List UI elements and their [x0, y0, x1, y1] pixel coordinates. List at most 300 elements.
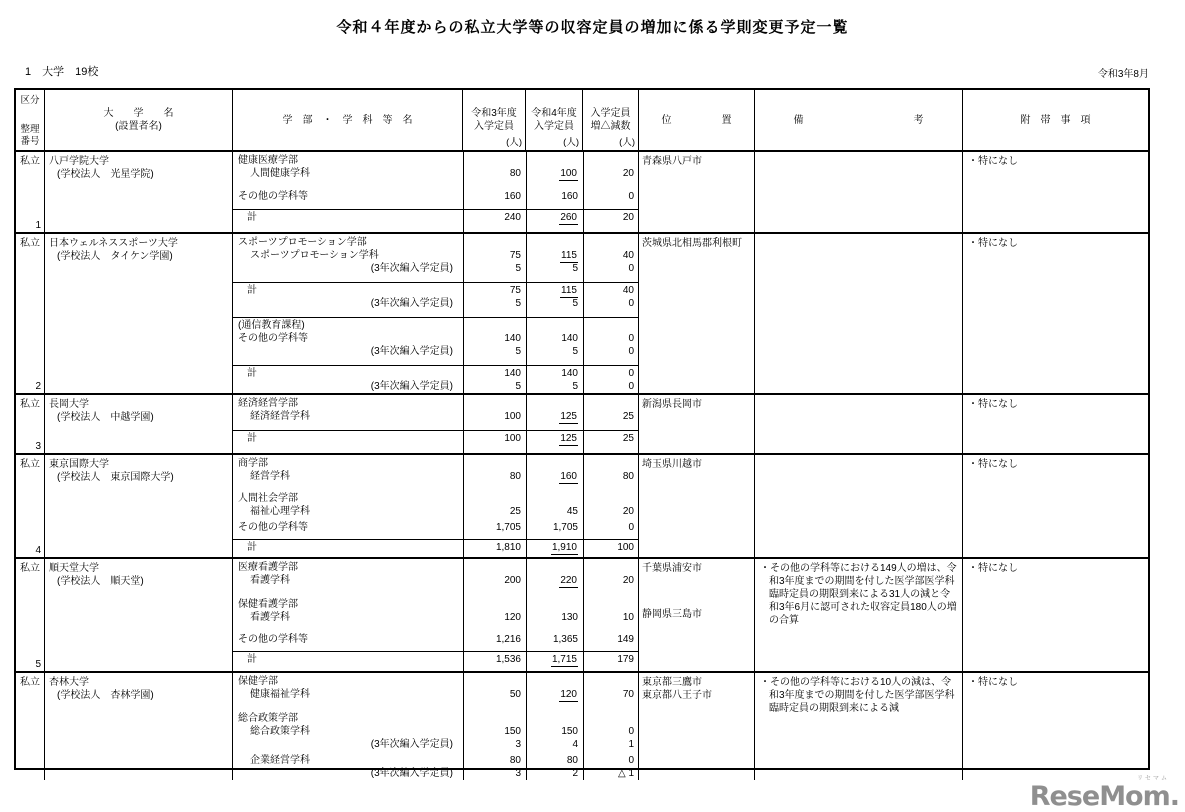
department-name: その他の学科等 — [238, 191, 308, 202]
location-line: 東京都八王子市 — [642, 690, 712, 701]
remarks-text: ・その他の学科等における10人の減は、令和3年度までの期間を付した医学部医学科臨時定員の期限到来による減 — [760, 677, 955, 714]
column-divider — [463, 234, 464, 393]
r3-capacity-value: 150 — [504, 726, 521, 737]
header-department-name: 学 部 ・ 学 科 等 名 — [232, 90, 462, 150]
department-name: 計 — [247, 433, 257, 444]
department-name: 看護学科 — [250, 575, 290, 586]
remarks-cell — [754, 395, 962, 453]
department-name: その他の学科等 — [238, 634, 308, 645]
r3-capacity-value: 200 — [504, 575, 521, 586]
university-name: 順天堂大学 — [49, 563, 99, 574]
row-number: 5 — [35, 659, 41, 670]
category-label: 私立 — [20, 459, 40, 470]
university-cell — [44, 673, 232, 780]
r4-capacity-value — [526, 633, 583, 646]
category-label: 私立 — [20, 399, 40, 410]
capacity-diff-value: 149 — [617, 634, 634, 645]
logo-ruby-text: リセマム — [1137, 776, 1169, 782]
capacity-diff-value: 0 — [628, 191, 634, 202]
r3-capacity-value: 3 — [515, 768, 521, 779]
notes-text: ・特になし — [968, 238, 1018, 249]
r3-capacity-value: 1,705 — [495, 522, 521, 533]
university-founder: (学校法人 光星学院) — [57, 169, 154, 180]
department-name: スポーツプロモーション学部 — [238, 237, 367, 248]
department-block — [233, 236, 638, 282]
department-name: 健康医療学部 — [238, 155, 298, 166]
capacity-diff-value: 0 — [628, 726, 634, 737]
department-name: 保健学部 — [238, 676, 278, 687]
r4-capacity-value — [526, 598, 583, 611]
r3-capacity-value: 160 — [504, 191, 521, 202]
row-number: 2 — [35, 381, 41, 392]
r4-capacity-value — [526, 688, 583, 701]
subtotal-block — [233, 282, 638, 317]
column-divider — [463, 395, 464, 453]
capacity-number: 45 — [566, 506, 578, 517]
r4-capacity-value — [526, 470, 583, 483]
departments-cell — [232, 234, 638, 393]
university-founder: (学校法人 タイケン学園) — [57, 251, 173, 262]
header-r4-capacity: 令和4年度 入学定員 (人) — [525, 90, 582, 150]
department-name: 企業経営学科 — [250, 755, 310, 766]
table-row — [16, 152, 1148, 232]
r3-capacity-value: 5 — [515, 263, 521, 274]
r3-capacity-value: 5 — [515, 298, 521, 309]
capacity-diff-value: 10 — [622, 612, 634, 623]
r4-capacity-value — [526, 675, 583, 688]
capacity-number: 100 — [560, 168, 577, 179]
logo-main-text: ReseMom. — [1029, 781, 1179, 812]
capacity-diff-value: 179 — [617, 654, 634, 665]
capacity-diff-value: 0 — [628, 263, 634, 274]
capacity-diff-value — [583, 561, 639, 574]
university-name: 杏林大学 — [49, 677, 89, 688]
category-label: 私立 — [20, 238, 40, 249]
capacity-diff-value: 40 — [622, 250, 634, 261]
header-r3-capacity: 令和3年度 入学定員 (人) — [462, 90, 525, 150]
category-cell — [16, 673, 44, 780]
capacity-diff-value: 40 — [622, 285, 634, 296]
university-cell — [44, 455, 232, 557]
capacity-number: 1,715 — [551, 654, 577, 665]
remarks-cell — [754, 455, 962, 557]
header-notes: 附 帯 事 項 — [962, 90, 1148, 150]
department-name: (3年次編入学定員) — [370, 346, 453, 357]
capacity-number: 160 — [560, 471, 577, 482]
r3-capacity-value: 75 — [509, 250, 521, 261]
table-row — [16, 671, 1148, 780]
university-name: 長岡大学 — [49, 399, 89, 410]
departments-cell — [232, 673, 638, 780]
table-row — [16, 453, 1148, 557]
department-name: 医療看護学部 — [238, 562, 298, 573]
capacity-number: 260 — [560, 212, 577, 223]
capacity-diff-value: 1 — [628, 739, 634, 750]
spacer — [233, 310, 639, 317]
r3-capacity-value — [463, 397, 526, 410]
r4-capacity-value — [526, 767, 583, 780]
r3-capacity-value — [463, 236, 526, 249]
capacity-number: 220 — [560, 575, 577, 586]
department-name: 経済経営学科 — [250, 411, 310, 422]
subtotal-block — [233, 539, 638, 554]
department-name: その他の学科等 — [238, 333, 308, 344]
remarks-text: ・その他の学科等における149人の増は、令和3年度までの期間を付した医学部医学科臨時定員の期限到来による31人の減と令和3年6月に認可された収容定員180人の増の合算 — [760, 563, 957, 626]
column-divider — [583, 455, 584, 557]
university-cell — [44, 234, 232, 393]
column-divider — [526, 673, 527, 780]
r3-capacity-value — [463, 154, 526, 167]
r4-capacity-value — [526, 249, 583, 262]
category-cell — [16, 559, 44, 671]
column-divider — [526, 234, 527, 393]
r4-capacity-value — [526, 561, 583, 574]
category-label: 私立 — [20, 156, 40, 167]
department-name: 福祉心理学科 — [250, 506, 310, 517]
capacity-diff-value: 80 — [622, 471, 634, 482]
r3-capacity-value: 120 — [504, 612, 521, 623]
header-serial-number: 整理 番号 — [20, 124, 40, 147]
department-block — [233, 154, 638, 209]
notes-text: ・特になし — [968, 399, 1018, 410]
column-divider — [463, 152, 464, 232]
header-category-top: 区分 — [20, 95, 40, 106]
notes-cell — [962, 455, 1148, 557]
r4-capacity-value — [526, 457, 583, 470]
r4-capacity-value — [526, 332, 583, 345]
r4-capacity-value — [526, 432, 583, 445]
header-university-name: 大 学 名 (設置者名) — [44, 90, 232, 150]
r3-capacity-value: 100 — [504, 433, 521, 444]
department-name: 商学部 — [238, 458, 268, 469]
r3-capacity-value: 140 — [504, 333, 521, 344]
capacity-diff-value: 20 — [622, 168, 634, 179]
capacity-number: 1,705 — [552, 522, 578, 533]
capacity-number: 5 — [572, 298, 578, 309]
row-number: 3 — [35, 441, 41, 452]
date-label: 令和3年8月 — [1097, 69, 1149, 80]
r3-capacity-value: 80 — [509, 755, 521, 766]
location-line: 埼玉県川越市 — [642, 459, 702, 470]
unit-persons: (人) — [563, 137, 579, 148]
spacer — [233, 701, 639, 712]
department-name: 経済経営学部 — [238, 398, 298, 409]
r3-capacity-value — [463, 492, 526, 505]
column-divider — [583, 152, 584, 232]
column-divider — [463, 559, 464, 671]
department-name: (3年次編入学定員) — [370, 381, 453, 392]
departments-cell — [232, 559, 638, 671]
departments-cell — [232, 395, 638, 453]
department-name: 計 — [247, 654, 257, 665]
capacity-number: 4 — [572, 739, 578, 750]
subtotal-block — [233, 209, 638, 224]
remarks-cell — [754, 559, 962, 671]
department-name: 看護学科 — [250, 612, 290, 623]
capacity-number: 140 — [561, 368, 578, 379]
department-name: 人間社会学部 — [238, 493, 298, 504]
header-location: 位 置 — [638, 90, 754, 150]
capacity-number: 130 — [561, 612, 578, 623]
location-cell — [638, 395, 754, 453]
r4-capacity-value — [526, 611, 583, 624]
r4-capacity-value — [526, 653, 583, 666]
capacity-diff-value: 0 — [628, 755, 634, 766]
notes-text: ・特になし — [968, 156, 1018, 167]
capacity-diff-value: 0 — [628, 333, 634, 344]
capacity-diff-value: 100 — [617, 542, 634, 553]
capacity-number: 1,910 — [551, 542, 577, 553]
r3-capacity-value — [463, 561, 526, 574]
department-name: (3年次編入学定員) — [370, 298, 453, 309]
r3-capacity-value: 5 — [515, 346, 521, 357]
capacity-diff-value — [583, 319, 639, 332]
capacity-number: 5 — [572, 381, 578, 392]
location-cell — [638, 673, 754, 780]
category-cell — [16, 152, 44, 232]
department-block — [233, 457, 638, 539]
r4-capacity-value — [526, 754, 583, 767]
capacity-change-table — [14, 88, 1150, 779]
spacer — [233, 180, 639, 190]
r4-capacity-value — [526, 397, 583, 410]
university-count-label: 1 大学 19校 — [25, 66, 99, 78]
r4-capacity-value — [526, 211, 583, 224]
capacity-diff-value: 20 — [622, 575, 634, 586]
location-line: 東京都三鷹市 — [642, 677, 702, 688]
subtotal-block — [233, 651, 638, 666]
capacity-diff-value — [583, 236, 639, 249]
subtotal-block — [233, 430, 638, 445]
location-line: 茨城県北相馬郡利根町 — [642, 238, 742, 249]
spacer — [233, 358, 639, 365]
capacity-number: 5 — [572, 346, 578, 357]
notes-cell — [962, 234, 1148, 393]
capacity-diff-value: 0 — [628, 346, 634, 357]
r3-capacity-value — [463, 457, 526, 470]
column-divider — [526, 395, 527, 453]
r4-capacity-value — [526, 297, 583, 310]
capacity-diff-value — [583, 492, 639, 505]
capacity-diff-value — [583, 397, 639, 410]
resemom-logo — [1030, 776, 1179, 810]
capacity-number: 1,365 — [552, 634, 578, 645]
notes-cell — [962, 673, 1148, 780]
r4-capacity-value — [526, 712, 583, 725]
capacity-diff-value — [583, 675, 639, 688]
capacity-diff-value: 0 — [628, 522, 634, 533]
capacity-number: 5 — [572, 263, 578, 274]
unit-persons: (人) — [619, 137, 635, 148]
page-title: 令和４年度からの私立大学等の収容定員の増加に係る学則変更予定一覧 — [336, 19, 849, 36]
r4-capacity-value — [526, 738, 583, 751]
department-name: (3年次編入学定員) — [370, 768, 453, 779]
row-number: 1 — [35, 220, 41, 231]
department-block — [233, 675, 638, 780]
capacity-diff-value: 0 — [628, 381, 634, 392]
university-cell — [44, 559, 232, 671]
capacity-number: 125 — [560, 411, 577, 422]
r3-capacity-value: 1,216 — [495, 634, 521, 645]
r4-capacity-value — [526, 505, 583, 518]
capacity-diff-value — [583, 154, 639, 167]
remarks-cell — [754, 152, 962, 232]
location-cell — [638, 152, 754, 232]
spacer — [233, 587, 639, 598]
category-label: 私立 — [20, 563, 40, 574]
departments-cell — [232, 455, 638, 557]
department-block — [233, 397, 638, 430]
notes-text: ・特になし — [968, 677, 1018, 688]
header-remarks: 備 考 — [754, 90, 962, 150]
notes-cell — [962, 152, 1148, 232]
location-cell — [638, 559, 754, 671]
table-row — [16, 393, 1148, 453]
r4-capacity-value — [526, 492, 583, 505]
r4-capacity-value — [526, 380, 583, 393]
r3-capacity-value: 80 — [509, 168, 521, 179]
r4-capacity-value — [526, 167, 583, 180]
department-name: 計 — [247, 542, 257, 553]
department-name: 総合政策学部 — [238, 713, 298, 724]
r3-capacity-value: 1,810 — [495, 542, 521, 553]
column-divider — [463, 455, 464, 557]
capacity-diff-value: 70 — [622, 689, 634, 700]
capacity-diff-value — [583, 457, 639, 470]
capacity-number: 125 — [560, 433, 577, 444]
notes-cell — [962, 559, 1148, 671]
university-cell — [44, 395, 232, 453]
notes-cell — [962, 395, 1148, 453]
column-divider — [583, 673, 584, 780]
spacer — [233, 624, 639, 633]
spacer — [642, 575, 752, 608]
university-name: 八戸学院大学 — [49, 156, 109, 167]
department-name: スポーツプロモーション学科 — [250, 250, 379, 261]
subtotal-block — [233, 317, 638, 365]
r3-capacity-value — [463, 675, 526, 688]
header-capacity-diff: 入学定員 増△減数 (人) — [582, 90, 638, 150]
column-divider — [526, 559, 527, 671]
capacity-number: 115 — [561, 250, 577, 261]
department-name: 計 — [247, 212, 257, 223]
department-name: 計 — [247, 285, 257, 296]
r4-capacity-value — [526, 541, 583, 554]
location-line: 青森県八戸市 — [642, 156, 702, 167]
r4-capacity-value — [526, 410, 583, 423]
category-label: 私立 — [20, 677, 40, 688]
location-line: 静岡県三島市 — [642, 609, 702, 620]
department-name: その他の学科等 — [238, 522, 308, 533]
notes-text: ・特になし — [968, 459, 1018, 470]
capacity-diff-value: 25 — [622, 411, 634, 422]
departments-cell — [232, 152, 638, 232]
remarks-cell — [754, 234, 962, 393]
r3-capacity-value: 3 — [515, 739, 521, 750]
column-divider — [583, 395, 584, 453]
r3-capacity-value: 5 — [515, 381, 521, 392]
university-name: 日本ウェルネススポーツ大学 — [49, 238, 178, 249]
category-cell — [16, 455, 44, 557]
capacity-number: 150 — [561, 726, 578, 737]
department-name: (3年次編入学定員) — [370, 263, 453, 274]
department-name: 計 — [247, 368, 257, 379]
department-name: 健康福祉学科 — [250, 689, 310, 700]
department-name: (通信教育課程) — [238, 320, 305, 331]
capacity-number: 120 — [560, 689, 577, 700]
capacity-diff-value — [583, 712, 639, 725]
university-founder: (学校法人 中越学園) — [57, 412, 154, 423]
r4-capacity-value — [526, 521, 583, 534]
r4-capacity-value — [526, 190, 583, 203]
capacity-number: 2 — [572, 768, 578, 779]
capacity-number: 115 — [561, 285, 577, 296]
column-divider — [526, 455, 527, 557]
r4-capacity-value — [526, 284, 583, 297]
r4-capacity-value — [526, 319, 583, 332]
table-header — [16, 90, 1148, 152]
r3-capacity-value: 240 — [504, 212, 521, 223]
r4-capacity-value — [526, 154, 583, 167]
capacity-number: 80 — [566, 755, 578, 766]
header-category — [16, 90, 44, 150]
r4-capacity-value — [526, 574, 583, 587]
university-founder: (学校法人 順天堂) — [57, 576, 144, 587]
university-name: 東京国際大学 — [49, 459, 109, 470]
r3-capacity-value: 50 — [509, 689, 521, 700]
column-divider — [526, 152, 527, 232]
table-row — [16, 232, 1148, 393]
column-divider — [463, 673, 464, 780]
category-cell — [16, 395, 44, 453]
university-founder: (学校法人 杏林学園) — [57, 690, 154, 701]
department-name: (3年次編入学定員) — [370, 739, 453, 750]
r3-capacity-value: 140 — [504, 368, 521, 379]
capacity-diff-value: 0 — [628, 368, 634, 379]
r3-capacity-value: 75 — [509, 285, 521, 296]
department-block — [233, 561, 638, 651]
capacity-diff-value: 20 — [622, 212, 634, 223]
location-cell — [638, 234, 754, 393]
unit-persons: (人) — [506, 137, 522, 148]
category-cell — [16, 234, 44, 393]
r3-capacity-value: 100 — [504, 411, 521, 422]
subtotal-block — [233, 365, 638, 393]
r3-capacity-value — [463, 598, 526, 611]
department-name: 総合政策学科 — [250, 726, 310, 737]
r3-capacity-value: 1,536 — [495, 654, 521, 665]
r4-capacity-value — [526, 345, 583, 358]
capacity-diff-value: △ 1 — [617, 768, 634, 779]
capacity-diff-value — [583, 598, 639, 611]
department-name: 人間健康学科 — [250, 168, 310, 179]
university-cell — [44, 152, 232, 232]
r3-capacity-value — [463, 319, 526, 332]
remarks-cell — [754, 673, 962, 780]
capacity-number: 140 — [561, 333, 578, 344]
r3-capacity-value — [463, 712, 526, 725]
location-line: 新潟県長岡市 — [642, 399, 702, 410]
capacity-diff-value: 20 — [622, 506, 634, 517]
r4-capacity-value — [526, 236, 583, 249]
notes-text: ・特になし — [968, 563, 1018, 574]
department-name: 経営学科 — [250, 471, 290, 482]
column-divider — [583, 234, 584, 393]
university-founder: (学校法人 東京国際大学) — [57, 472, 174, 483]
table-body — [16, 152, 1148, 780]
location-cell — [638, 455, 754, 557]
spacer — [233, 483, 639, 492]
